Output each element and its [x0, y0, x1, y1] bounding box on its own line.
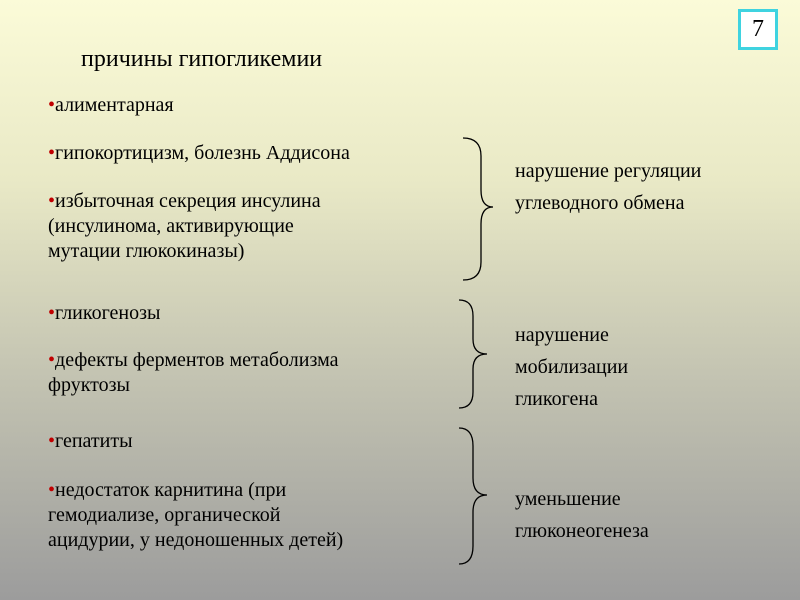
cause-line: ацидурии, у недоношенных детей) [48, 529, 344, 551]
group-line: уменьшение [515, 488, 621, 510]
cause-line: (инсулинома, активирующие [48, 215, 294, 237]
bullet-icon: • [48, 302, 56, 324]
cause-line: гипокортицизм, болезнь Аддисона [55, 142, 350, 164]
cause-line: гемодиализе, органической [48, 504, 281, 526]
bullet-icon: • [48, 142, 56, 164]
bullet-icon: • [48, 190, 56, 212]
cause-line: избыточная секреция инсулина [55, 190, 321, 212]
cause-item-alimentary [48, 93, 174, 118]
cause-item-insulin-secretion [48, 189, 321, 264]
group-label-gluconeogenesis [515, 483, 649, 547]
group-label-mobilization [515, 319, 628, 415]
cause-line: гликогенозы [55, 302, 161, 324]
group-line: гликогена [515, 388, 598, 410]
group-line: нарушение [515, 324, 609, 346]
group-line: углеводного обмена [515, 192, 685, 214]
cause-line: гепатиты [55, 430, 133, 452]
slide-number: 7 [738, 9, 778, 50]
cause-item-hepatitis [48, 429, 133, 454]
brace-mobilization [459, 300, 487, 408]
cause-item-fructose-enzymes [48, 348, 338, 398]
group-line: нарушение регуляции [515, 160, 702, 182]
cause-line: фруктозы [48, 374, 130, 396]
cause-item-hypocorticism [48, 141, 350, 166]
brace-regulation [463, 138, 493, 280]
slide-title: причины гипогликемии [81, 46, 323, 72]
brace-gluconeogenesis [459, 428, 487, 564]
group-line: мобилизации [515, 356, 629, 378]
bullet-icon: • [48, 430, 56, 452]
bullet-icon: • [48, 94, 56, 116]
cause-item-carnitine [48, 478, 343, 553]
group-line: глюконеогенеза [515, 520, 649, 542]
bullet-icon: • [48, 479, 56, 501]
bullet-icon: • [48, 349, 56, 371]
cause-line: недостаток карнитина (при [55, 479, 287, 501]
cause-line: алиментарная [55, 94, 174, 116]
group-label-regulation [515, 155, 701, 219]
cause-line: дефекты ферментов метаболизма [55, 349, 339, 371]
cause-item-glycogenoses [48, 301, 160, 326]
cause-line: мутации глюкокиназы) [48, 240, 245, 262]
